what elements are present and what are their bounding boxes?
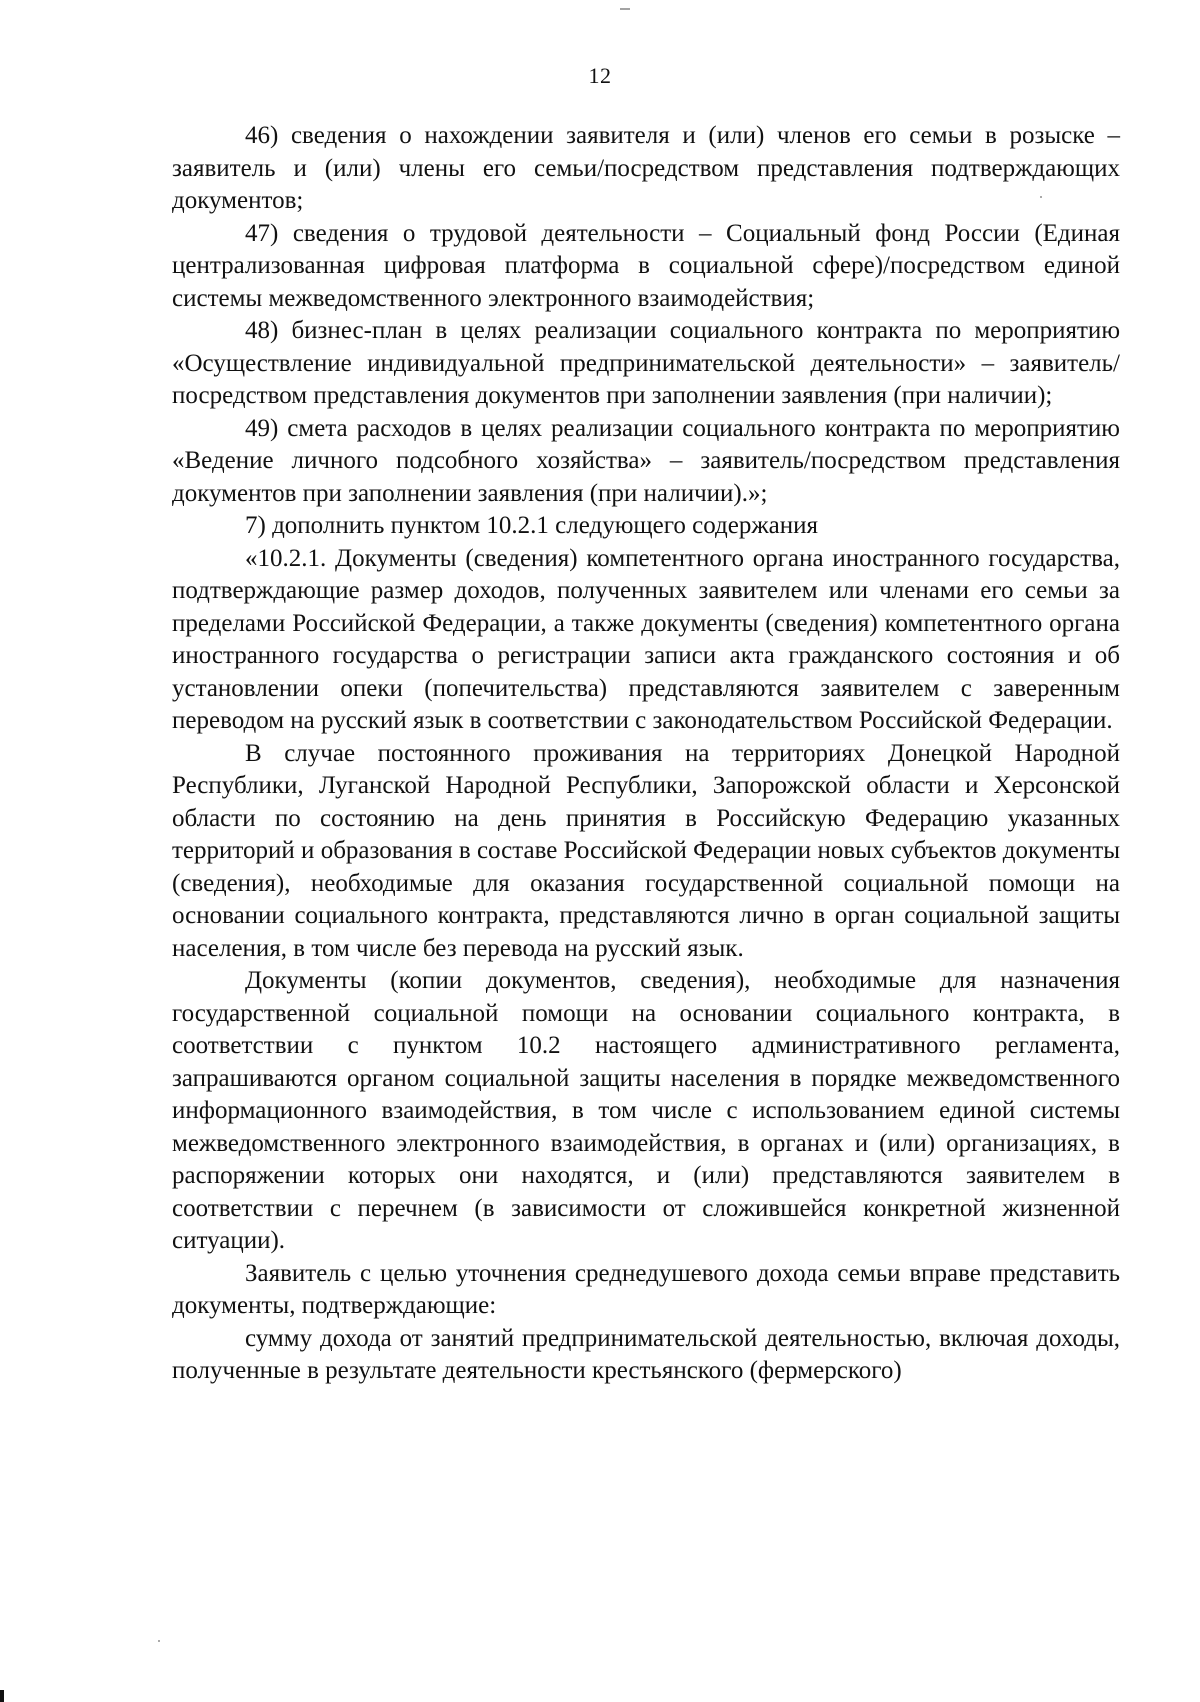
paragraph-applicant-right: Заявитель с целью уточнения среднедушевого дохода семьи вправе представить документы, подтверждающие: [172,1259,1120,1319]
paragraph-business-income: сумму дохода от занятий предпринимательской деятельностью, включая доходы, полученные в результате деятельности крестьянского (фермерского) [172,1324,1120,1384]
document-body [172,120,1120,1388]
paragraph-item-49: 49) смета расходов в целях реализации социального контракта по мероприятию «Ведение личного подсобного хозяйства» – заявитель/посредством представления документов при заполнении заявления (при наличии).»; [172,414,1120,507]
paragraph-item-46: 46) сведения о нахождении заявителя и (или) членов его семьи в розыске – заявитель и (или) члены его семьи/посредством представления подтверждающих документов; [172,122,1120,214]
clause-10-2-1: «10.2.1. Документы (сведения) компетентного органа иностранного государства, подтверждающие размер доходов, полученных заявителем или членами его семьи за пределами Российской Федерации, а также документы (сведения) компетентного органа иностранного государства о регистрации записи акта гражданского состояния и об установлении опеки (попечительства) представляются заявителем с заверенным переводом на русский язык в соответствии с законодательством Российской Федерации. [172,544,1120,734]
scan-artifact-top [620,8,630,10]
paragraph-item-47: 47) сведения о трудовой деятельности – Социальный фонд России (Единая централизованная цифровая платформа в социальной сфере)/посредством единой системы межведомственного электронного взаимодействия; [172,219,1120,312]
scan-speck [1040,196,1042,198]
scan-speck [158,1640,160,1642]
paragraph-item-48: 48) бизнес-план в целях реализации социального контракта по мероприятию «Осуществление индивидуальной предпринимательской деятельности» – заявитель/посредством представления документов при заполнении заявления (при наличии); [172,317,1120,409]
page-number: 12 [588,63,612,88]
paragraph-interagency-documents: Документы (копии документов, сведения), необходимые для назначения государственной социальной помощи на основании социального контракта, в соответствии с пунктом 10.2 настоящего административного регламента, запрашиваются органом социальной защиты населения в порядке межведомственного информационного взаимодействия, в том числе с использованием единой системы межведомственного электронного взаимодействия, в органах и (или) организациях, в распоряжении которых они находятся, и (или) представляются заявителем в соответствии с перечнем (в зависимости от сложившейся конкретной жизненной ситуации). [172,967,1120,1254]
paragraph-new-territories: В случае постоянного проживания на территориях Донецкой Народной Республики, Луганской Народной Республики, Запорожской области и Херсонской области по состоянию на день принятия в Российскую Федерацию указанных территорий и образования в составе Российской Федерации новых субъектов документы (сведения), необходимые для оказания государственной социальной помощи на основании социального контракта, представляются лично в орган социальной защиты населения, в том числе без перевода на русский язык. [172,739,1120,962]
scan-artifact-bottom [0,1690,4,1702]
amendment-instruction: 7) дополнить пунктом 10.2.1 следующего содержания [245,512,818,539]
